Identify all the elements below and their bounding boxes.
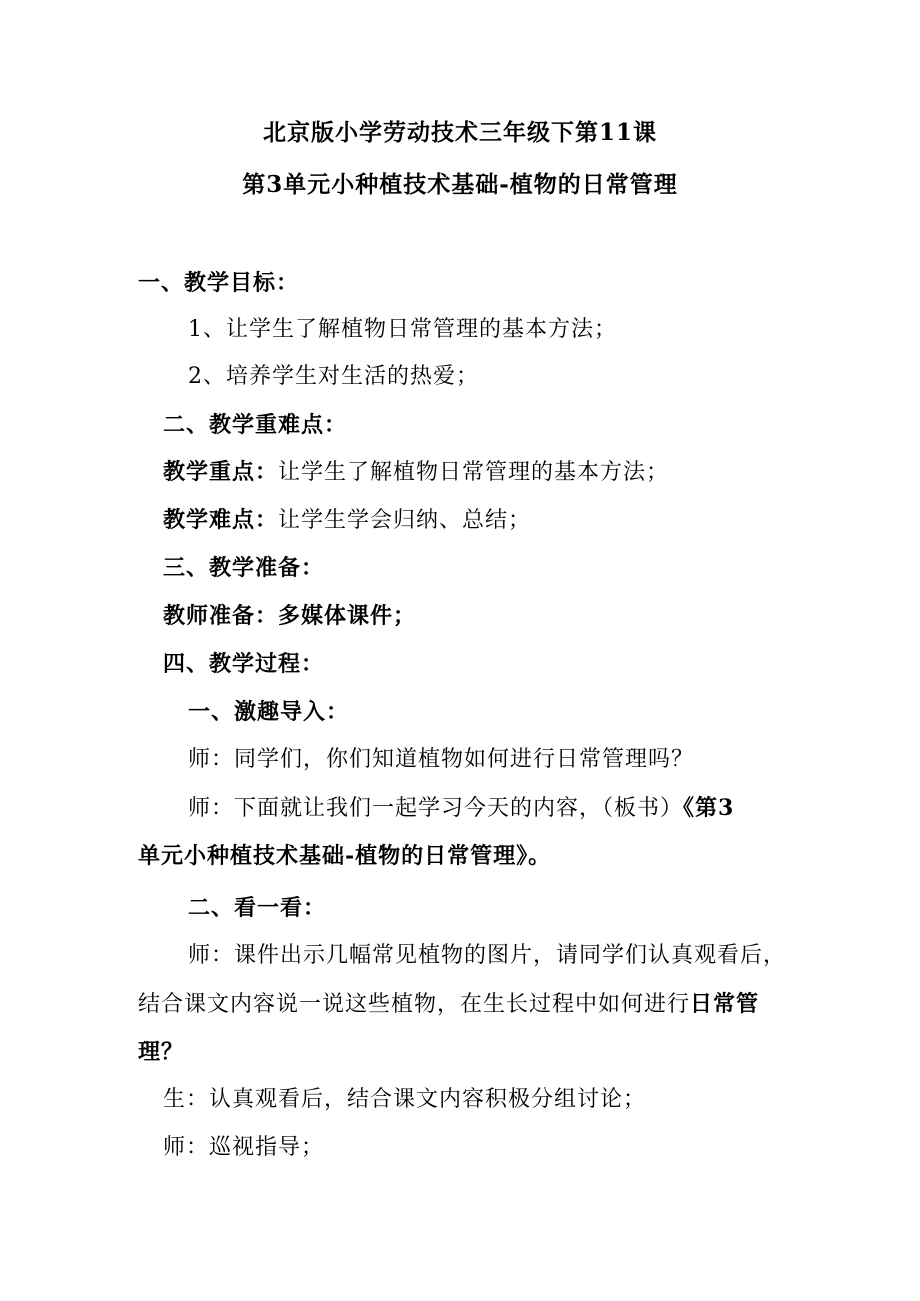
section1-heading: 一、教学目标：: [138, 270, 300, 296]
step1-line3: 单元小种植技术基础-植物的日常管理》。: [138, 843, 552, 869]
teacher-prep: 教师准备：多媒体课件；: [163, 603, 417, 629]
section4-heading: 四、教学过程：: [163, 651, 325, 677]
document-title-line2: 第3单元小种植技术基础-植物的日常管理: [242, 171, 678, 198]
step2-line2-bold: 日常管: [690, 991, 760, 1017]
section3-heading: 三、教学准备：: [163, 555, 325, 581]
difficulty-text: 让学生学会归纳、总结；: [278, 508, 532, 533]
step1-line1: 师：同学们，你们知道植物如何进行日常管理吗？: [188, 747, 695, 772]
step2-line2-text: 结合课文内容说一说这些植物，在生长过程中如何进行: [138, 992, 691, 1017]
key-point-line: [163, 457, 669, 488]
document-title-line1: 北京版小学劳动技术三年级下第11课: [262, 119, 657, 146]
section2-heading: 二、教学重难点：: [163, 412, 348, 438]
step2-line3: 理？: [138, 1039, 185, 1065]
step1-line2-text: 师：下面就让我们一起学习今天的内容，（板书）: [188, 796, 684, 821]
key-point-text: 让学生了解植物日常管理的基本方法；: [278, 460, 670, 485]
key-point-label: 教学重点：: [163, 459, 279, 485]
section1-item-2: 2、培养学生对生活的热爱；: [188, 364, 479, 389]
section1-item-1: 1、让学生了解植物日常管理的基本方法；: [188, 317, 617, 342]
step1-line2: [188, 793, 734, 824]
difficulty-line: [163, 505, 531, 536]
step1-heading: 一、激趣导入：: [188, 699, 350, 725]
step2-line1: 师：课件出示几幅常见植物的图片，请同学们认真观看后，: [188, 943, 787, 968]
difficulty-label: 教学难点：: [163, 507, 279, 533]
step2-heading: 二、看一看：: [188, 895, 327, 921]
step2-line2: [138, 989, 759, 1020]
student-activity: 生：认真观看后，结合课文内容积极分组讨论；: [163, 1087, 647, 1112]
teacher-activity: 师：巡视指导；: [163, 1135, 325, 1160]
step1-line2-bold: 《第3: [683, 795, 735, 821]
